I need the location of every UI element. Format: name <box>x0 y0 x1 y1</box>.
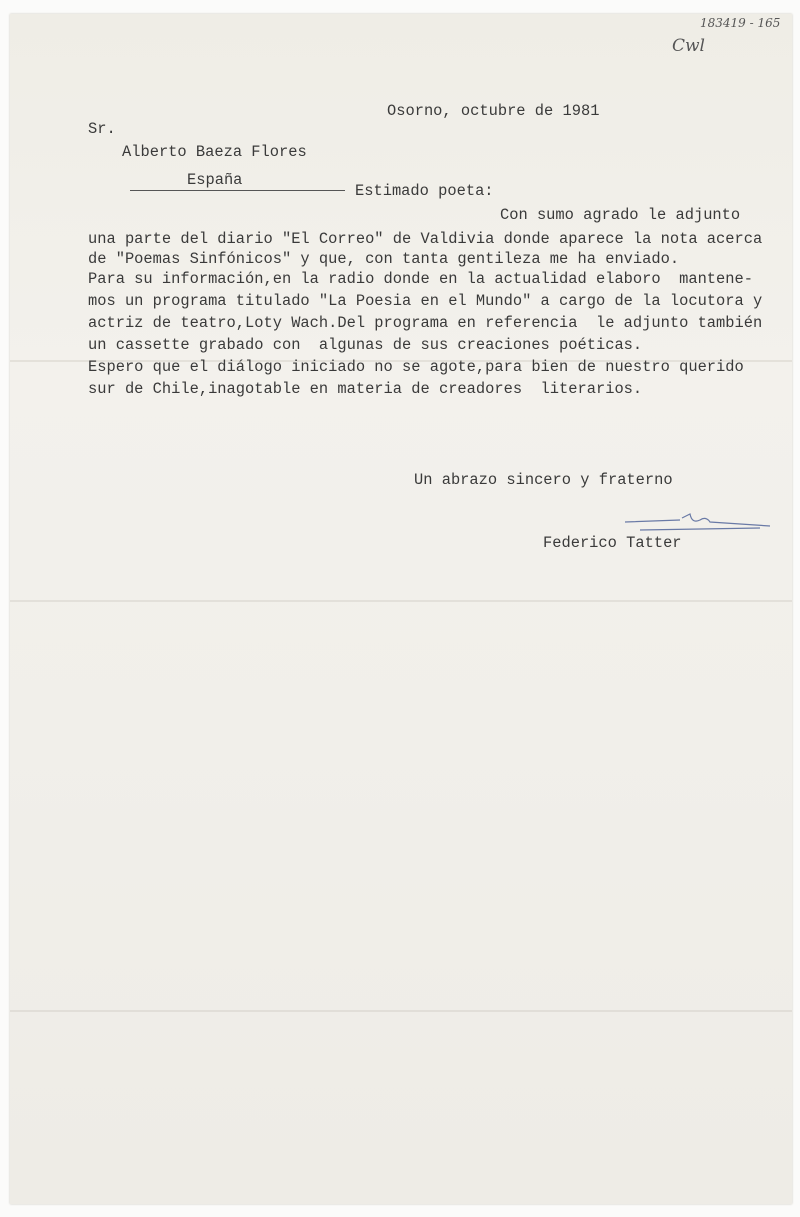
body-line: una parte del diario "El Correo" de Valdivia donde aparece la nota acerca <box>88 230 763 248</box>
body-line: mos un programa titulado "La Poesia en el Mundo" a cargo de la locutora y <box>88 292 763 310</box>
greeting: Estimado poeta: <box>355 182 494 200</box>
body-line: de "Poemas Sinfónicos" y que, con tanta gentileza me ha enviado. <box>88 250 680 268</box>
address-underline <box>130 190 345 191</box>
paper-fold <box>10 600 792 602</box>
closing: Un abrazo sincero y fraterno <box>414 471 673 489</box>
recipient-name: Alberto Baeza Flores <box>122 143 307 161</box>
paper-fold <box>10 1010 792 1012</box>
body-line: un cassette grabado con algunas de sus creaciones poéticas. <box>88 336 643 354</box>
recipient-country: España <box>187 171 243 189</box>
body-line: sur de Chile,inagotable en materia de creadores literarios. <box>88 380 643 398</box>
place-date: Osorno, octubre de 1981 <box>387 102 600 120</box>
signer-name: Federico Tatter <box>543 534 682 552</box>
catalog-number: 183419 - 165 <box>700 16 781 30</box>
body-line: Espero que el diálogo iniciado no se agote,para bien de nuestro querido <box>88 358 744 376</box>
archive-initials: Cwl <box>672 36 705 56</box>
salutation-title: Sr. <box>88 120 116 138</box>
body-line: actriz de teatro,Loty Wach.Del programa en referencia le adjunto también <box>88 314 763 332</box>
body-line: Con sumo agrado le adjunto <box>500 206 741 224</box>
body-line: Para su información,en la radio donde en la actualidad elaboro mantene- <box>88 270 753 288</box>
